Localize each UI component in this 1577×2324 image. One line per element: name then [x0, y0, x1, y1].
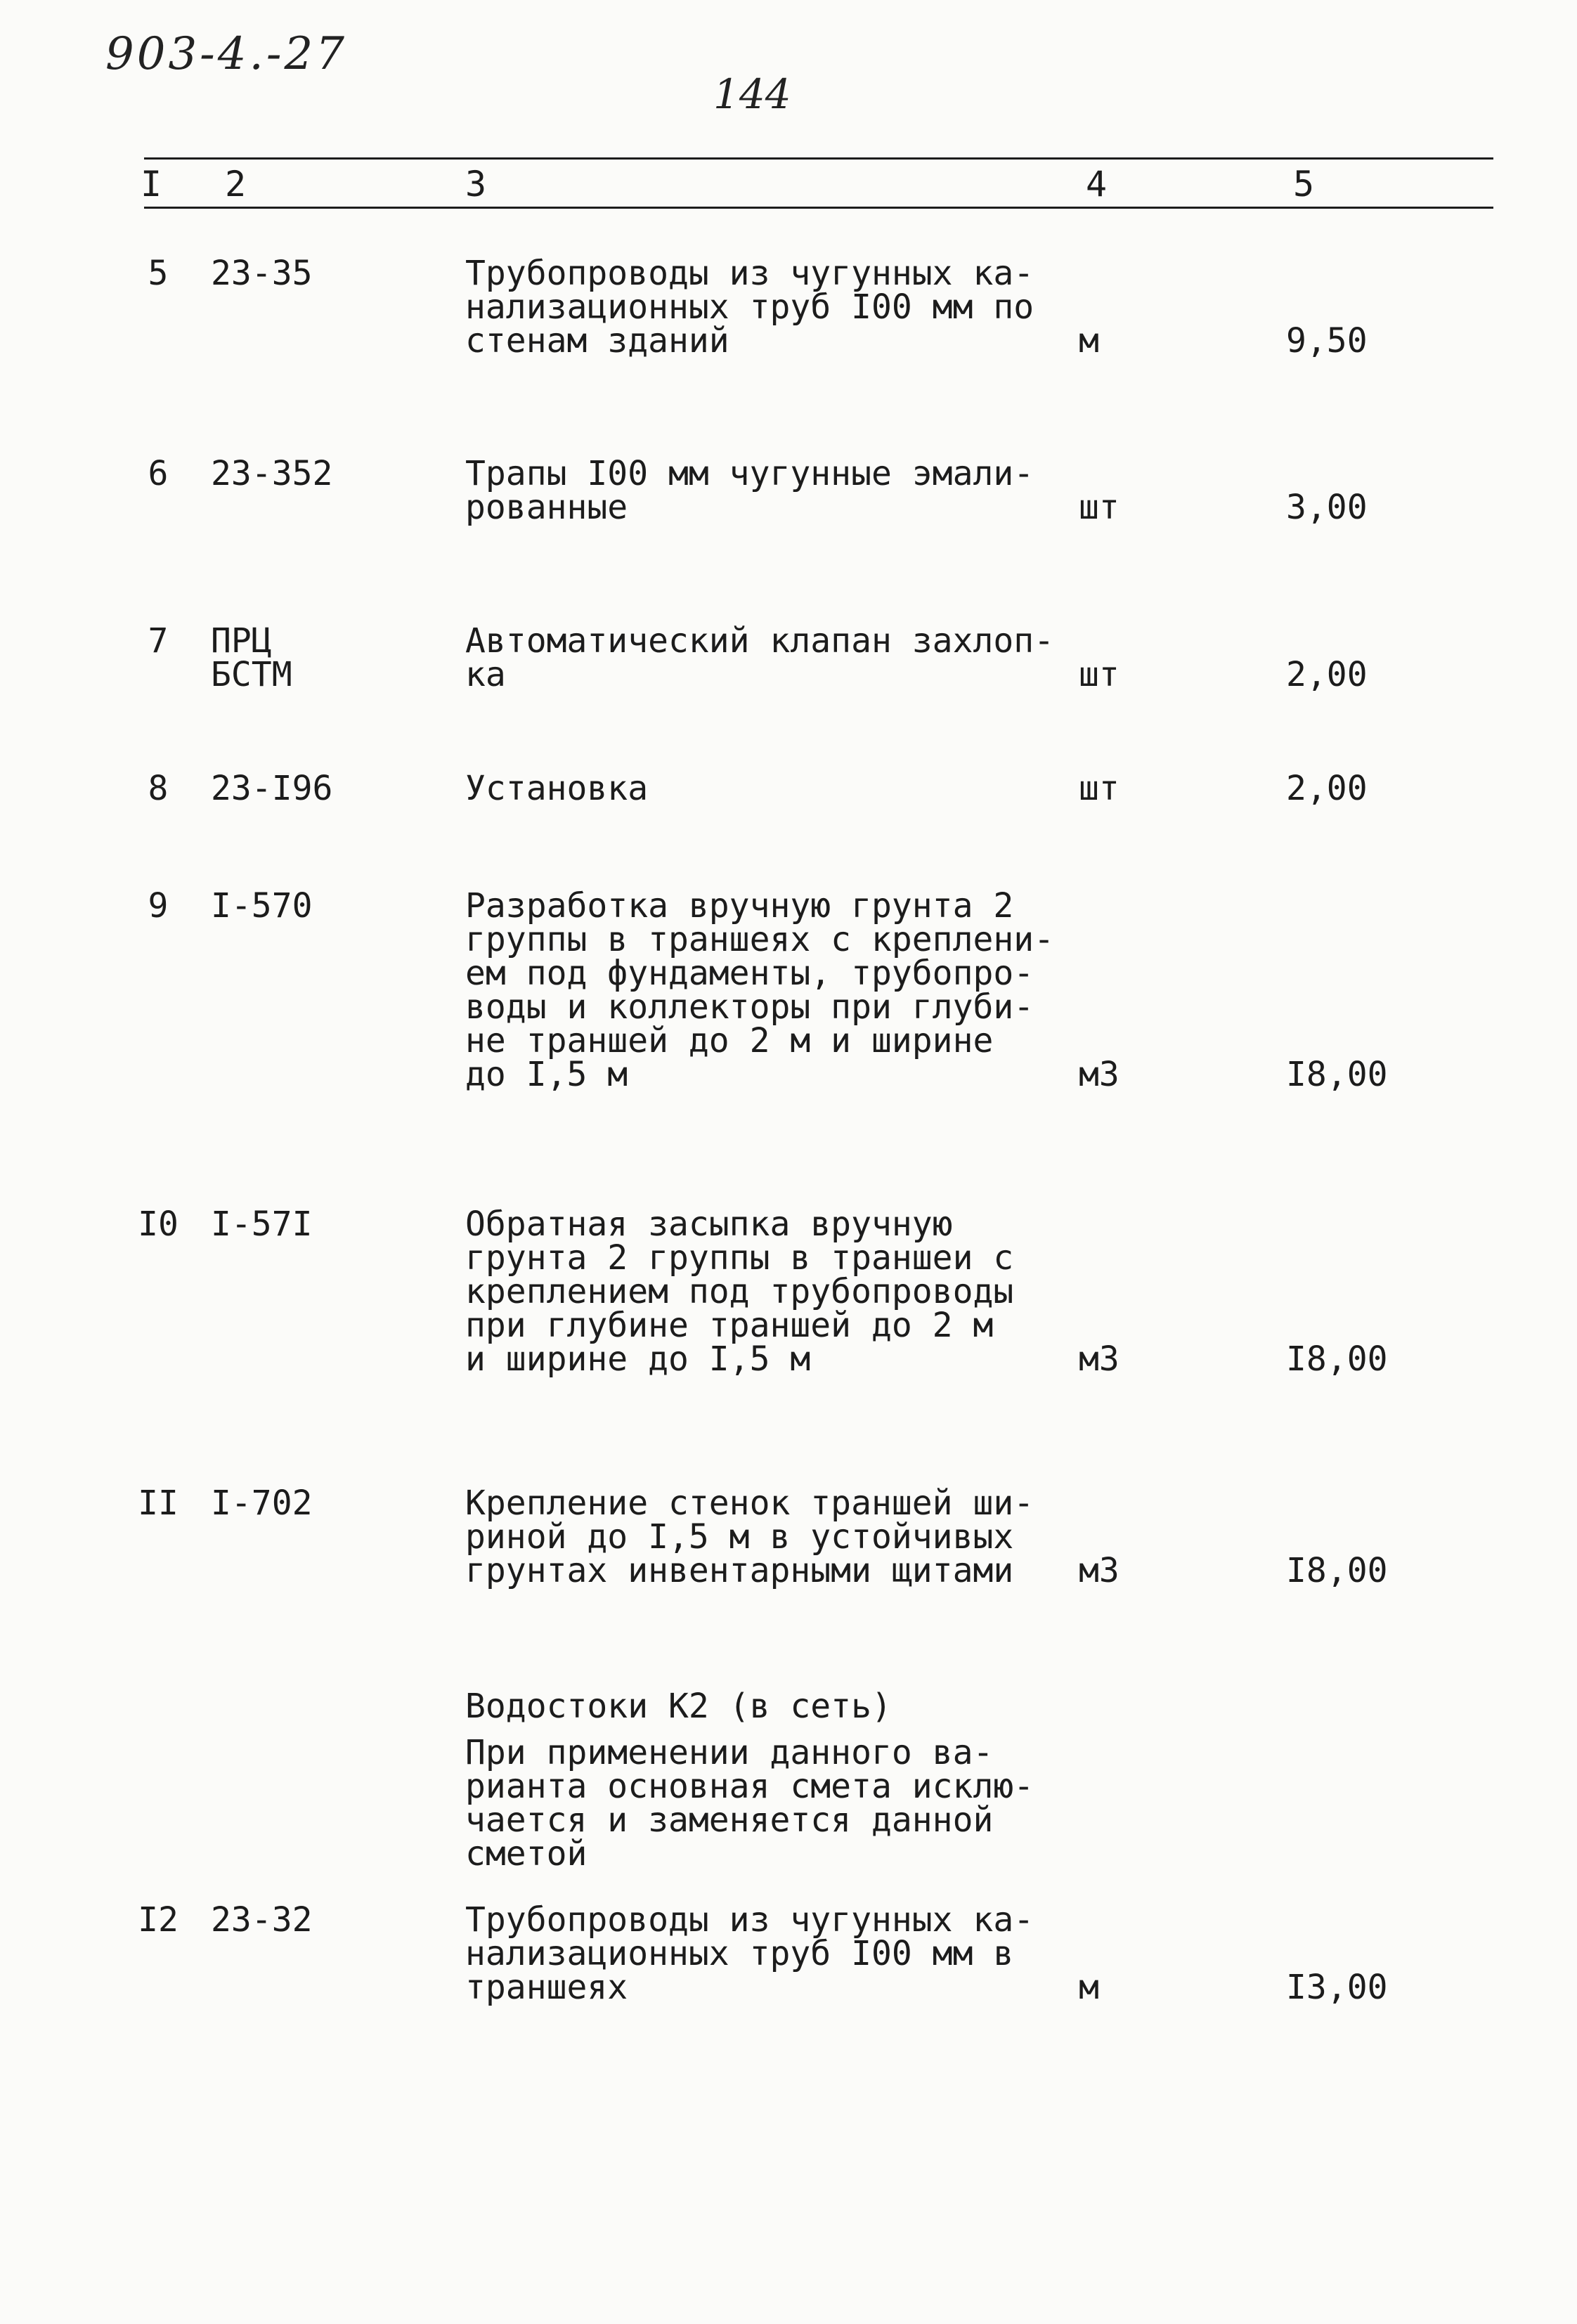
table-row: [0, 254, 1577, 361]
row-unit: шт: [1079, 769, 1120, 808]
row-description: Трапы I00 мм чугунные эмали- рованные: [465, 454, 1034, 527]
table-row: [0, 769, 1577, 808]
row-code: 23-35: [211, 254, 313, 293]
row-unit: м: [1079, 1968, 1099, 2007]
header-col-1: I: [141, 164, 162, 205]
table-top-rule: [144, 157, 1493, 160]
row-quantity: 2,00: [1286, 655, 1368, 694]
row-number: I2: [138, 1900, 179, 1940]
row-number: 6: [148, 454, 169, 493]
row-number: 5: [148, 254, 169, 293]
row-code: 23-I96: [211, 769, 333, 808]
row-description: Трубопроводы из чугунных ка- нализационных труб I00 мм в траншеях: [465, 1900, 1034, 2007]
table-row: [0, 1900, 1577, 2007]
document-code: 903-4.-27: [105, 28, 347, 80]
row-description: Разработка вручную грунта 2 группы в траншеях с креплени- ем под фундаменты, трубопро- воды и коллекторы при глуби- не траншей до 2 м и ширине до I,5 м: [465, 886, 1055, 1094]
row-number: 8: [148, 769, 169, 808]
row-quantity: I8,00: [1286, 1551, 1388, 1590]
row-number: I0: [138, 1205, 179, 1244]
table-row: [0, 621, 1577, 694]
row-description: Обратная засыпка вручную грунта 2 группы в траншеи с креплением под трубопроводы при глубине траншей до 2 м и ширине до I,5 м: [465, 1205, 1014, 1379]
row-number: II: [138, 1484, 179, 1523]
row-number: 7: [148, 621, 169, 661]
row-unit: м3: [1079, 1339, 1120, 1379]
section-note: При применении данного ва- рианта основная смета исклю- чается и заменяется данной сметой: [465, 1733, 1034, 1874]
table-header-rule: [144, 207, 1493, 209]
row-description: Трубопроводы из чугунных ка- нализационных труб I00 мм по стенам зданий: [465, 254, 1034, 361]
row-description: Крепление стенок траншей ши- риной до I,5 м в устойчивых грунтах инвентарными щитами: [465, 1484, 1034, 1590]
page-number: 144: [713, 70, 791, 118]
table-row: [0, 454, 1577, 527]
row-unit: шт: [1079, 655, 1120, 694]
row-quantity: I3,00: [1286, 1968, 1388, 2007]
row-quantity: I8,00: [1286, 1339, 1388, 1379]
row-description: Автоматический клапан захлоп- ка: [465, 621, 1055, 694]
row-quantity: I8,00: [1286, 1055, 1388, 1094]
row-code: 23-352: [211, 454, 333, 493]
row-unit: шт: [1079, 488, 1120, 527]
table-row: [0, 1486, 1577, 1588]
row-code: I-570: [211, 886, 313, 926]
row-unit: м3: [1079, 1551, 1120, 1590]
row-quantity: 2,00: [1286, 769, 1368, 808]
row-code: I-702: [211, 1484, 313, 1523]
row-quantity: 3,00: [1286, 488, 1368, 527]
table-row: [0, 1205, 1577, 1379]
header-col-5: 5: [1293, 164, 1315, 205]
row-unit: м: [1079, 321, 1099, 361]
section-title: Водостоки К2 (в сеть): [465, 1687, 892, 1726]
header-col-3: 3: [465, 164, 487, 205]
header-col-4: 4: [1086, 164, 1108, 205]
row-code: ПРЦ БСТМ: [211, 621, 292, 694]
row-code: I-57I: [211, 1205, 313, 1244]
row-description: Установка: [465, 769, 649, 808]
row-unit: м3: [1079, 1055, 1120, 1094]
row-quantity: 9,50: [1286, 321, 1368, 361]
table-row: [0, 886, 1577, 1094]
header-col-2: 2: [225, 164, 247, 205]
row-code: 23-32: [211, 1900, 313, 1940]
row-number: 9: [148, 886, 169, 926]
